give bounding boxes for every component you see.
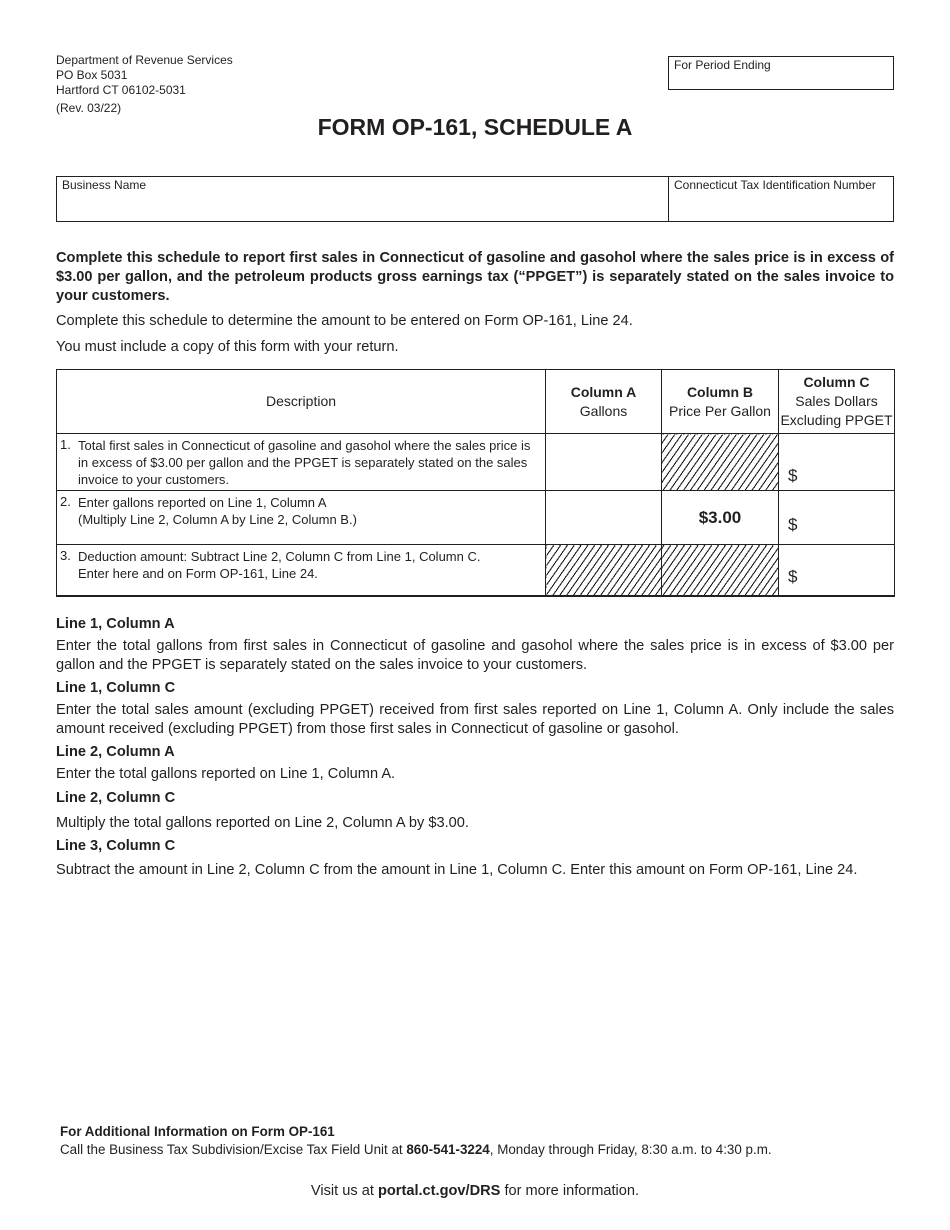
line-text-2: (Multiply Line 2, Column A by Line 2, Column B.) — [78, 512, 357, 527]
line-text-2: Enter here and on Form OP-161, Line 24. — [78, 566, 318, 581]
footer-contact: Call the Business Tax Subdivision/Excise Tax Field Unit at 860-541-3224, Monday through Friday, 8:30 a.m. to 4:30 p.m. — [60, 1142, 772, 1157]
period-ending-label: For Period Ending — [674, 58, 771, 72]
line-1-column-a-input[interactable] — [546, 434, 662, 491]
description-header: Description — [57, 370, 546, 434]
instruction-line-1-col-a — [56, 615, 894, 675]
website-link[interactable]: portal.ct.gov/DRS — [377, 1183, 501, 1199]
phone-number: 860-541-3224 — [406, 1142, 490, 1157]
taxpayer-id-box — [56, 176, 894, 222]
instruction-text: Enter the total sales amount (excluding PPGET) received from first sales reported on Line 1, Column A. Only include the sales amount received (excluding PPGET) from those first sales in Connecticut of gasoline or gasohol. — [56, 702, 894, 737]
visit-line: Visit us at portal.ct.gov/DRS for more information. — [310, 1183, 640, 1199]
column-a-header — [546, 370, 662, 434]
line-text: Total first sales in Connecticut of gasoline and gasohol where the sales price is in excess of $3.00 per gallon and the PPGET is separately stated on the sales invoice to your customers. — [78, 438, 531, 487]
agency-po-box: PO Box 5031 — [56, 68, 128, 82]
currency-symbol: $ — [788, 466, 798, 485]
line-3-column-b-shaded — [662, 545, 779, 597]
business-name-field[interactable] — [57, 177, 669, 221]
business-name-label: Business Name — [62, 178, 147, 192]
line-3-column-c-input[interactable] — [779, 545, 895, 597]
line-number: 2. — [60, 494, 71, 509]
instruction-heading: Line 2, Column A — [56, 744, 175, 760]
instruction-heading: Line 1, Column C — [56, 680, 176, 696]
column-c-sub1: Sales Dollars — [795, 393, 878, 409]
table-row — [57, 434, 895, 491]
line-3-description — [57, 545, 546, 597]
column-b-title: Column B — [686, 383, 754, 400]
instruction-text: Multiply the total gallons reported on Line 2, Column A by $3.00. — [56, 815, 469, 831]
line-1-column-b-shaded — [662, 434, 779, 491]
instruction-line-3-col-c — [56, 837, 894, 880]
line-2-column-c-input[interactable] — [779, 491, 895, 545]
currency-symbol: $ — [788, 567, 798, 586]
table-row — [57, 491, 895, 545]
form-title: FORM OP-161, SCHEDULE A — [317, 114, 633, 140]
intro-line-1: Complete this schedule to determine the amount to be entered on Form OP-161, Line 24. — [56, 313, 633, 329]
intro-line-2: You must include a copy of this form with your return. — [56, 339, 399, 355]
table-header-row — [57, 370, 895, 434]
column-c-sub2: Excluding PPGET — [780, 412, 893, 428]
line-2-description — [57, 491, 546, 545]
agency-city: Hartford CT 06102-5031 — [56, 83, 186, 97]
instruction-heading: Line 2, Column C — [56, 790, 176, 806]
agency-name: Department of Revenue Services — [56, 53, 233, 67]
line-number: 3. — [60, 548, 71, 563]
column-c-header — [779, 370, 895, 434]
currency-symbol: $ — [788, 515, 798, 534]
tax-id-field[interactable] — [669, 177, 893, 221]
line-1-description — [57, 434, 546, 491]
instruction-heading: Line 3, Column C — [56, 838, 176, 854]
column-a-title: Column A — [570, 383, 637, 400]
intro-bold-paragraph: Complete this schedule to report first sales in Connecticut of gasoline and gasohol where the sales price is in excess of $3.00 per gallon, and the petroleum products gross earnings tax (“PPGET”) is separately stated on the sales invoice to your customers. — [56, 250, 894, 304]
line-number: 1. — [60, 437, 71, 452]
line-2-column-a-input[interactable] — [546, 491, 662, 545]
period-ending-field[interactable] — [668, 56, 894, 90]
column-b-sub: Price Per Gallon — [669, 402, 771, 419]
instruction-text: Enter the total gallons reported on Line 1, Column A. — [56, 766, 396, 782]
table-row — [57, 545, 895, 597]
schedule-table — [56, 369, 895, 597]
revision-date: (Rev. 03/22) — [56, 101, 122, 115]
line-text-1: Deduction amount: Subtract Line 2, Column C from Line 1, Column C. — [78, 549, 481, 564]
column-a-sub: Gallons — [579, 402, 628, 419]
column-b-header — [662, 370, 779, 434]
instruction-line-2-col-c — [56, 789, 894, 833]
line-2-price-per-gallon: $3.00 — [662, 491, 779, 545]
instruction-heading: Line 1, Column A — [56, 616, 175, 632]
instruction-text: Enter the total gallons from first sales in Connecticut of gasoline and gasohol where the sales price is in excess of $3.00 per gallon and the PPGET is separately stated on the sales invoice to your customers. — [56, 638, 894, 673]
tax-id-label: Connecticut Tax Identification Number — [674, 178, 876, 192]
line-1-column-c-input[interactable] — [779, 434, 895, 491]
instruction-text: Subtract the amount in Line 2, Column C from the amount in Line 1, Column C. Enter this amount on Form OP-161, Line 24. — [56, 862, 858, 878]
column-c-title: Column C — [803, 374, 870, 390]
line-3-column-a-shaded — [546, 545, 662, 597]
footer-heading: For Additional Information on Form OP-161 — [60, 1124, 335, 1139]
instruction-line-2-col-a — [56, 743, 894, 784]
instruction-line-1-col-c — [56, 679, 894, 739]
line-text-1: Enter gallons reported on Line 1, Column A — [78, 495, 327, 510]
agency-address — [56, 53, 233, 116]
